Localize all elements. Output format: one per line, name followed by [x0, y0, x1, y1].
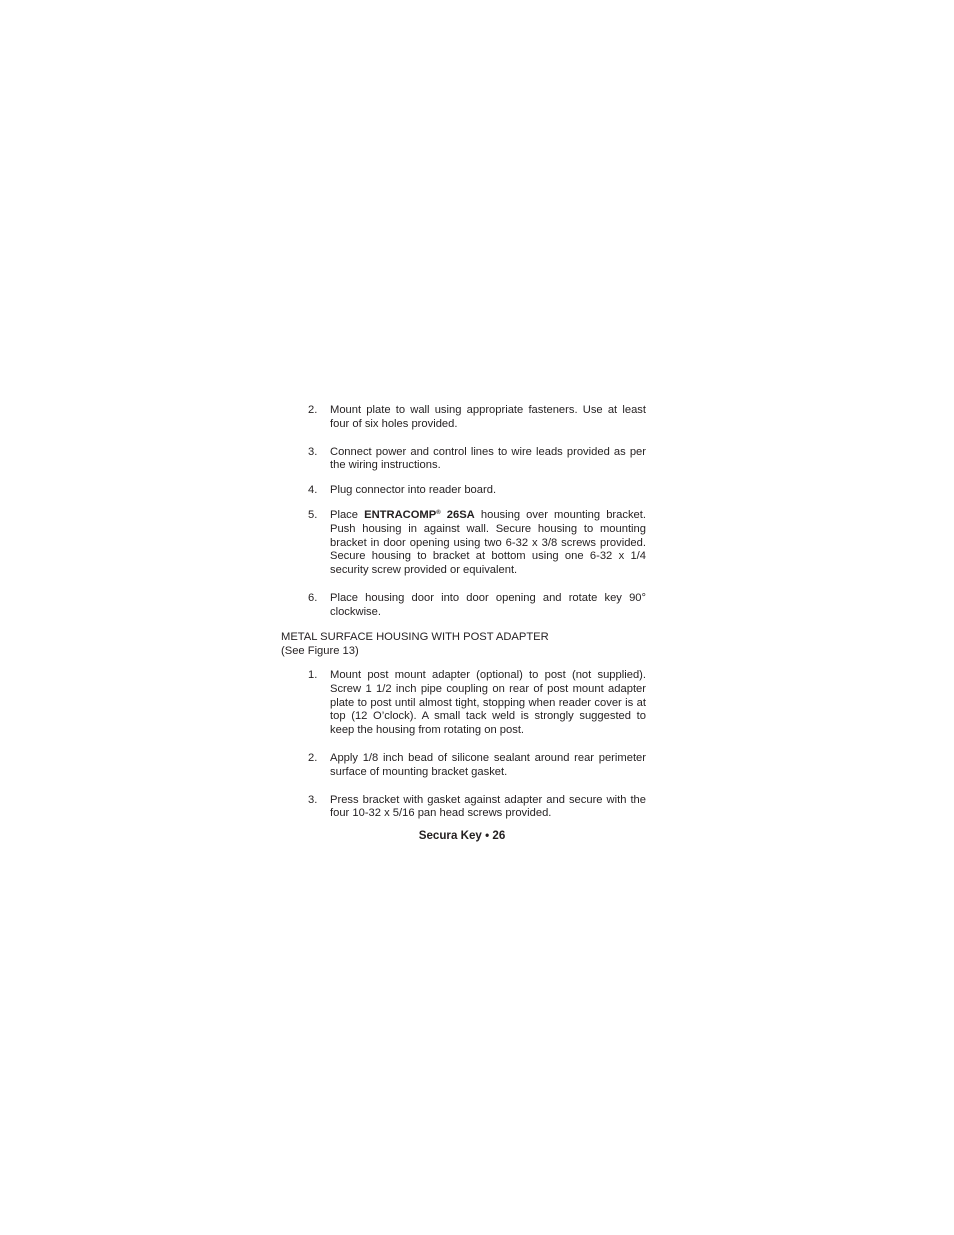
section-heading: METAL SURFACE HOUSING WITH POST ADAPTER [281, 631, 549, 643]
step-number: 2. [308, 404, 318, 416]
registered-mark: ® [436, 509, 441, 516]
list-item [308, 446, 646, 474]
figure-reference: (See Figure 13) [281, 644, 359, 657]
step-number: 3. [308, 793, 318, 806]
step-text: Mount plate to wall using appropriate fasteners. Use at least four of six holes provided. [330, 404, 646, 430]
list-item [308, 592, 646, 620]
step-text: Connect power and control lines to wire leads provided as per the wiring instructions. [330, 445, 646, 472]
list-item [308, 794, 646, 822]
step-text: Apply 1/8 inch bead of silicone sealant around rear perimeter surface of mounting bracket gasket. [330, 751, 646, 778]
list-item [308, 484, 646, 498]
step-text: Press bracket with gasket against adapter and secure with the four 10-32 x 5/16 pan head screws provided. [330, 793, 646, 820]
step-number: 1. [308, 669, 318, 681]
step-number: 5. [308, 508, 318, 521]
step-text: Mount post mount adapter (optional) to post (not supplied). Screw 1 1/2 inch pipe coupling on rear of post mount adapter plate to post until almost tight, stopping when reader cover is at top (12 O’clock). A small tack weld is strongly suggested to keep the housing from rotating on post. [330, 669, 646, 737]
product-name: ENTRACOMP [364, 508, 437, 521]
step-text: Plug connector into reader board. [330, 484, 497, 497]
section-header [281, 631, 661, 659]
step-number: 6. [308, 591, 318, 604]
step-text [330, 509, 646, 578]
installation-steps-list [308, 404, 646, 620]
product-model: 26SA [440, 508, 475, 521]
list-item [308, 669, 646, 738]
page-footer: Secura Key • 26 [418, 829, 506, 842]
list-item [308, 404, 646, 432]
step-number: 3. [308, 445, 318, 458]
step-number: 4. [308, 484, 318, 497]
step-text-lead: Place [330, 508, 365, 521]
step-number: 2. [308, 751, 318, 764]
step-text: Place housing door into door opening and rotate key 90° clockwise. [330, 591, 646, 618]
list-item [308, 509, 646, 578]
step-text-rest: housing over mounting bracket. Push housing in against wall. Secure housing to mounting bracket in door opening using two 6-32 x 3/8 screws provided. Secure housing to bracket at bottom using one 6-32 x 1/4 security screw provided or equivalent. [330, 508, 646, 577]
post-adapter-steps-list [308, 669, 646, 821]
list-item [308, 752, 646, 780]
